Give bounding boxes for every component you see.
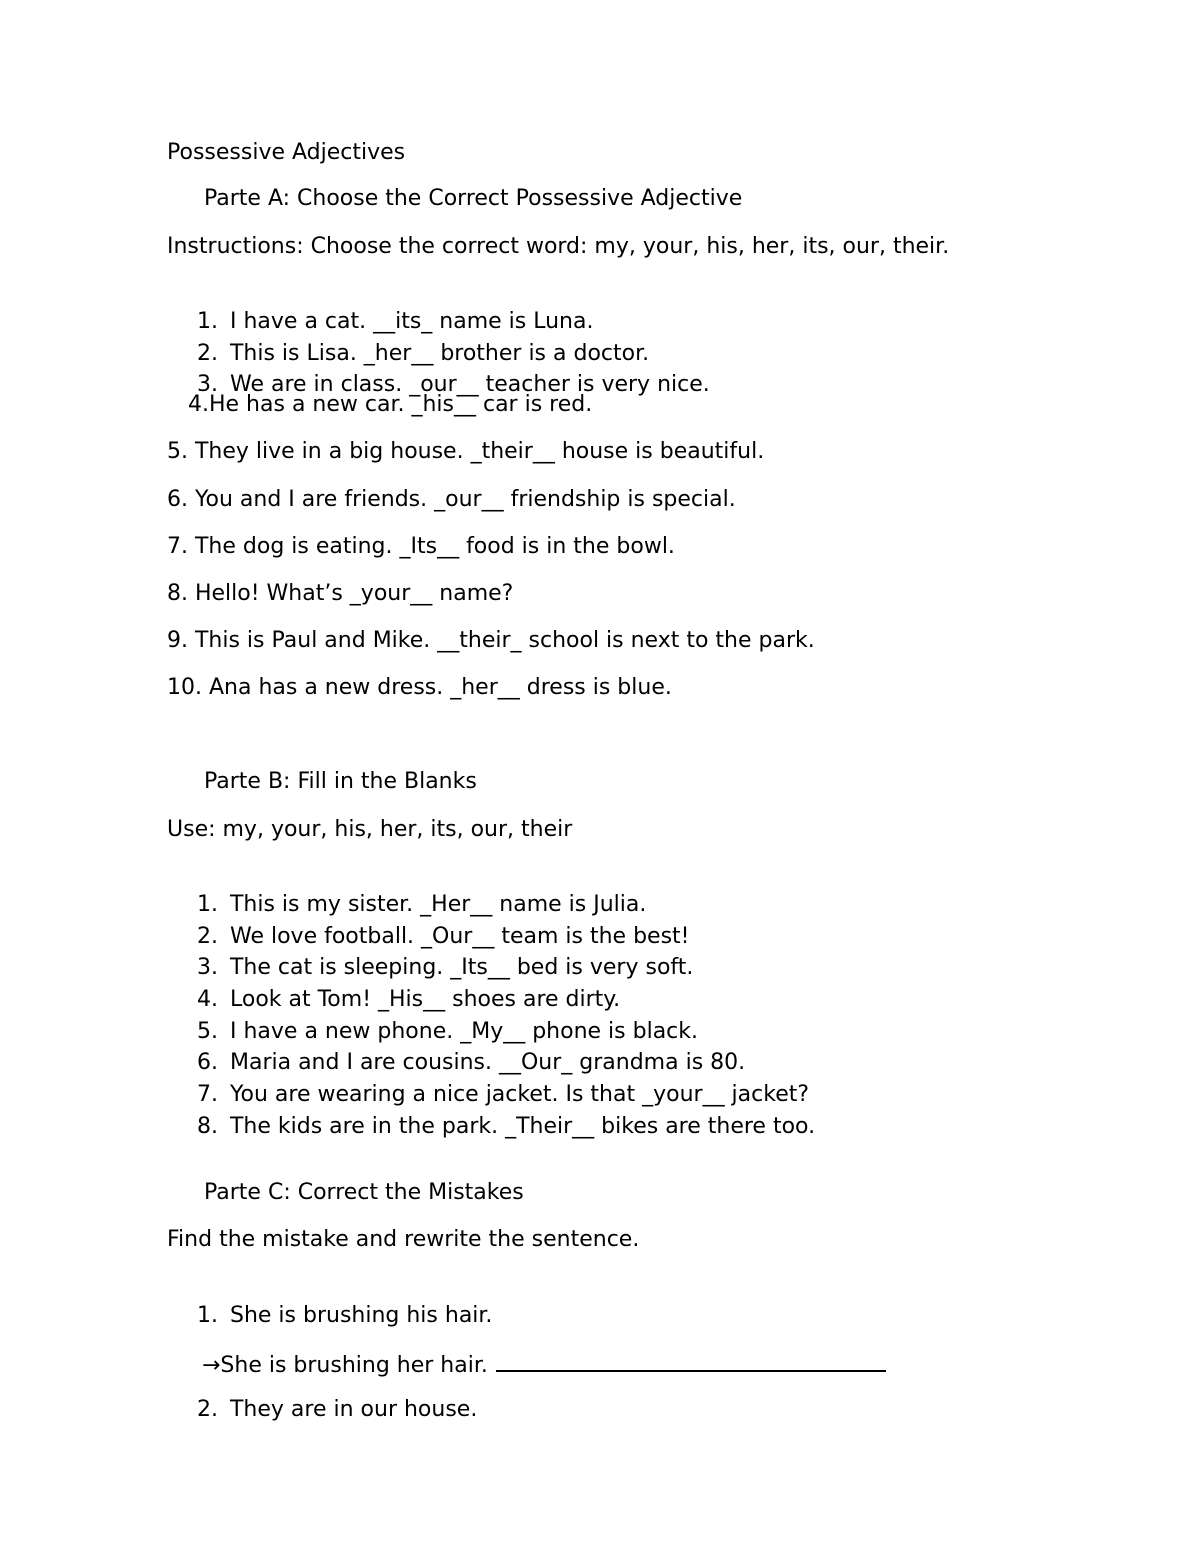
list-item-text: She is brushing his hair. xyxy=(229,1303,493,1328)
list-item-number: 1. xyxy=(196,1303,218,1328)
list-item-number: 3. xyxy=(196,955,218,980)
list-item: 7. The dog is eating. _Its__ food is in the bowl. xyxy=(167,534,675,559)
part-b-instructions: Use: my, your, his, her, its, our, their xyxy=(167,817,573,842)
list-item-number: 2. xyxy=(196,1397,218,1422)
list-item-text: They are in our house. xyxy=(229,1397,478,1422)
part-c-heading: Parte C: Correct the Mistakes xyxy=(204,1180,524,1205)
list-item-number: 1. xyxy=(196,892,218,917)
list-item-text: The kids are in the park. _Their__ bikes are there too. xyxy=(229,1114,816,1139)
list-item-text: This is my sister. _Her__ name is Julia. xyxy=(229,892,647,917)
list-item: 9. This is Paul and Mike. __their_ school is next to the park. xyxy=(167,628,815,653)
answer-text: →She is brushing her hair. xyxy=(201,1353,488,1378)
list-item-number: 5. xyxy=(196,1019,218,1044)
list-item-number: 4. xyxy=(196,987,218,1012)
list-item-text: The cat is sleeping. _Its__ bed is very soft. xyxy=(229,955,694,980)
list-item xyxy=(156,1368,477,1452)
list-item: 8. Hello! What’s _your__ name? xyxy=(167,581,514,606)
part-b-heading: Parte B: Fill in the Blanks xyxy=(204,769,477,794)
list-item-number: 2. xyxy=(196,924,218,949)
list-item-text: Maria and I are cousins. __Our_ grandma is 80. xyxy=(229,1050,746,1075)
part-a-instructions: Instructions: Choose the correct word: my, your, his, her, its, our, their. xyxy=(167,234,950,259)
part-a-heading: Parte A: Choose the Correct Possessive Adjective xyxy=(204,186,743,211)
list-item-number: 1. xyxy=(196,309,218,334)
list-item: 6. You and I are friends. _our__ friendship is special. xyxy=(167,487,736,512)
list-item-text: You are wearing a nice jacket. Is that _your__ jacket? xyxy=(229,1082,810,1107)
list-item: 10. Ana has a new dress. _her__ dress is blue. xyxy=(167,675,672,700)
list-item-number: 3. xyxy=(196,372,218,397)
part-c-instructions: Find the mistake and rewrite the sentence. xyxy=(167,1227,640,1252)
page-title: Possessive Adjectives xyxy=(167,140,406,165)
list-item-text: We are in class. _our__ teacher is very nice. xyxy=(229,372,710,397)
list-item-text: I have a cat. __its_ name is Luna. xyxy=(229,309,594,334)
answer-rule[interactable] xyxy=(496,1348,886,1372)
list-item-text: We love football. _Our__ team is the best! xyxy=(229,924,690,949)
list-item-text: I have a new phone. _My__ phone is black. xyxy=(229,1019,698,1044)
list-item-text: Look at Tom! _His__ shoes are dirty. xyxy=(229,987,621,1012)
list-item xyxy=(156,1085,815,1169)
list-item-number: 6. xyxy=(196,1050,218,1075)
list-item: 4.He has a new car. _his__ car is red. xyxy=(188,392,593,417)
list-item-number: 2. xyxy=(196,341,218,366)
list-item-number: 7. xyxy=(196,1082,218,1107)
list-item: 5. They live in a big house. _their__ house is beautiful. xyxy=(167,439,765,464)
list-item-number: 8. xyxy=(196,1114,218,1139)
list-item-text: This is Lisa. _her__ brother is a doctor. xyxy=(229,341,650,366)
